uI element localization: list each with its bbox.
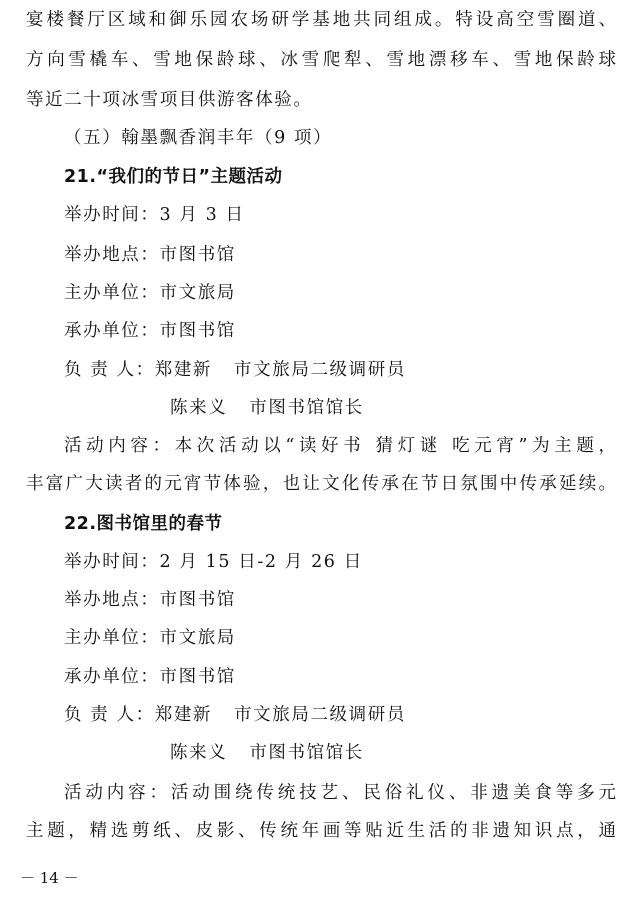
place-label: 举办地点： [64, 245, 160, 265]
section-heading: （五）翰墨飘香润丰年（9 项） [64, 128, 333, 148]
event-title-22: 22.图书馆里的春节 [64, 514, 223, 534]
time-value: 2 月 15 日-2 月 26 日 [159, 552, 363, 572]
place-value: 市图书馆 [159, 245, 236, 265]
lead-label: 负 责 人： [64, 705, 155, 725]
lead-role: 市文旅局二级调研员 [234, 705, 406, 725]
intro-line-2: 方向雪橇车、雪地保龄球、冰雪爬犁、雪地漂移车、雪地保龄球 [26, 50, 616, 70]
event-21-organizer [64, 313, 637, 349]
lead-name: 陈来义 [170, 398, 228, 418]
event-22-lead [64, 697, 637, 733]
event-22-host [64, 620, 637, 656]
event-21-content-line-1: 活动内容：本次活动以“读好书 猜灯谜 吃元宵”为主题， [64, 436, 616, 456]
organizer-value: 市图书馆 [159, 667, 236, 687]
host-label: 主办单位： [64, 283, 160, 303]
lead-role: 市文旅局二级调研员 [234, 360, 406, 380]
lead-label: 负 责 人： [64, 360, 155, 380]
place-label: 举办地点： [64, 590, 160, 610]
intro-line-1: 宴楼餐厅区域和御乐园农场研学基地共同组成。特设高空雪圈道、 [26, 10, 616, 30]
event-21-lead-2 [170, 390, 637, 426]
lead-role: 市图书馆馆长 [249, 398, 364, 418]
lead-name: 陈来义 [170, 743, 228, 763]
lead-role: 市图书馆馆长 [249, 743, 364, 763]
event-22-content-line-1: 活动内容：活动围绕传统技艺、民俗礼仪、非遗美食等多元 [64, 783, 616, 803]
event-21-place [64, 237, 637, 273]
organizer-value: 市图书馆 [159, 321, 236, 341]
host-value: 市文旅局 [159, 628, 236, 648]
event-21-content-line-2: 丰富广大读者的元宵节体验，也让文化传承在节日氛围中传承延续。 [26, 474, 616, 494]
time-value: 3 月 3 日 [159, 205, 245, 225]
event-22-lead-2 [170, 735, 637, 771]
page-number: － 14 － [20, 869, 79, 887]
time-label: 举办时间： [64, 552, 160, 572]
intro-line-3: 等近二十项冰雪项目供游客体验。 [26, 90, 313, 110]
event-22-place [64, 582, 637, 618]
event-22-organizer [64, 659, 637, 695]
event-21-time [64, 197, 637, 233]
host-label: 主办单位： [64, 628, 160, 648]
event-22-time [64, 544, 637, 580]
host-value: 市文旅局 [159, 283, 236, 303]
event-21-host [64, 275, 637, 311]
event-22-content-line-2: 主题，精选剪纸、皮影、传统年画等贴近生活的非遗知识点，通 [26, 821, 616, 841]
event-title-21: 21.“我们的节日”主题活动 [64, 167, 283, 187]
place-value: 市图书馆 [159, 590, 236, 610]
lead-name: 郑建新 [154, 705, 213, 725]
organizer-label: 承办单位： [64, 667, 160, 687]
time-label: 举办时间： [64, 205, 160, 225]
event-21-lead [64, 352, 637, 388]
organizer-label: 承办单位： [64, 321, 160, 341]
lead-name: 郑建新 [154, 360, 213, 380]
